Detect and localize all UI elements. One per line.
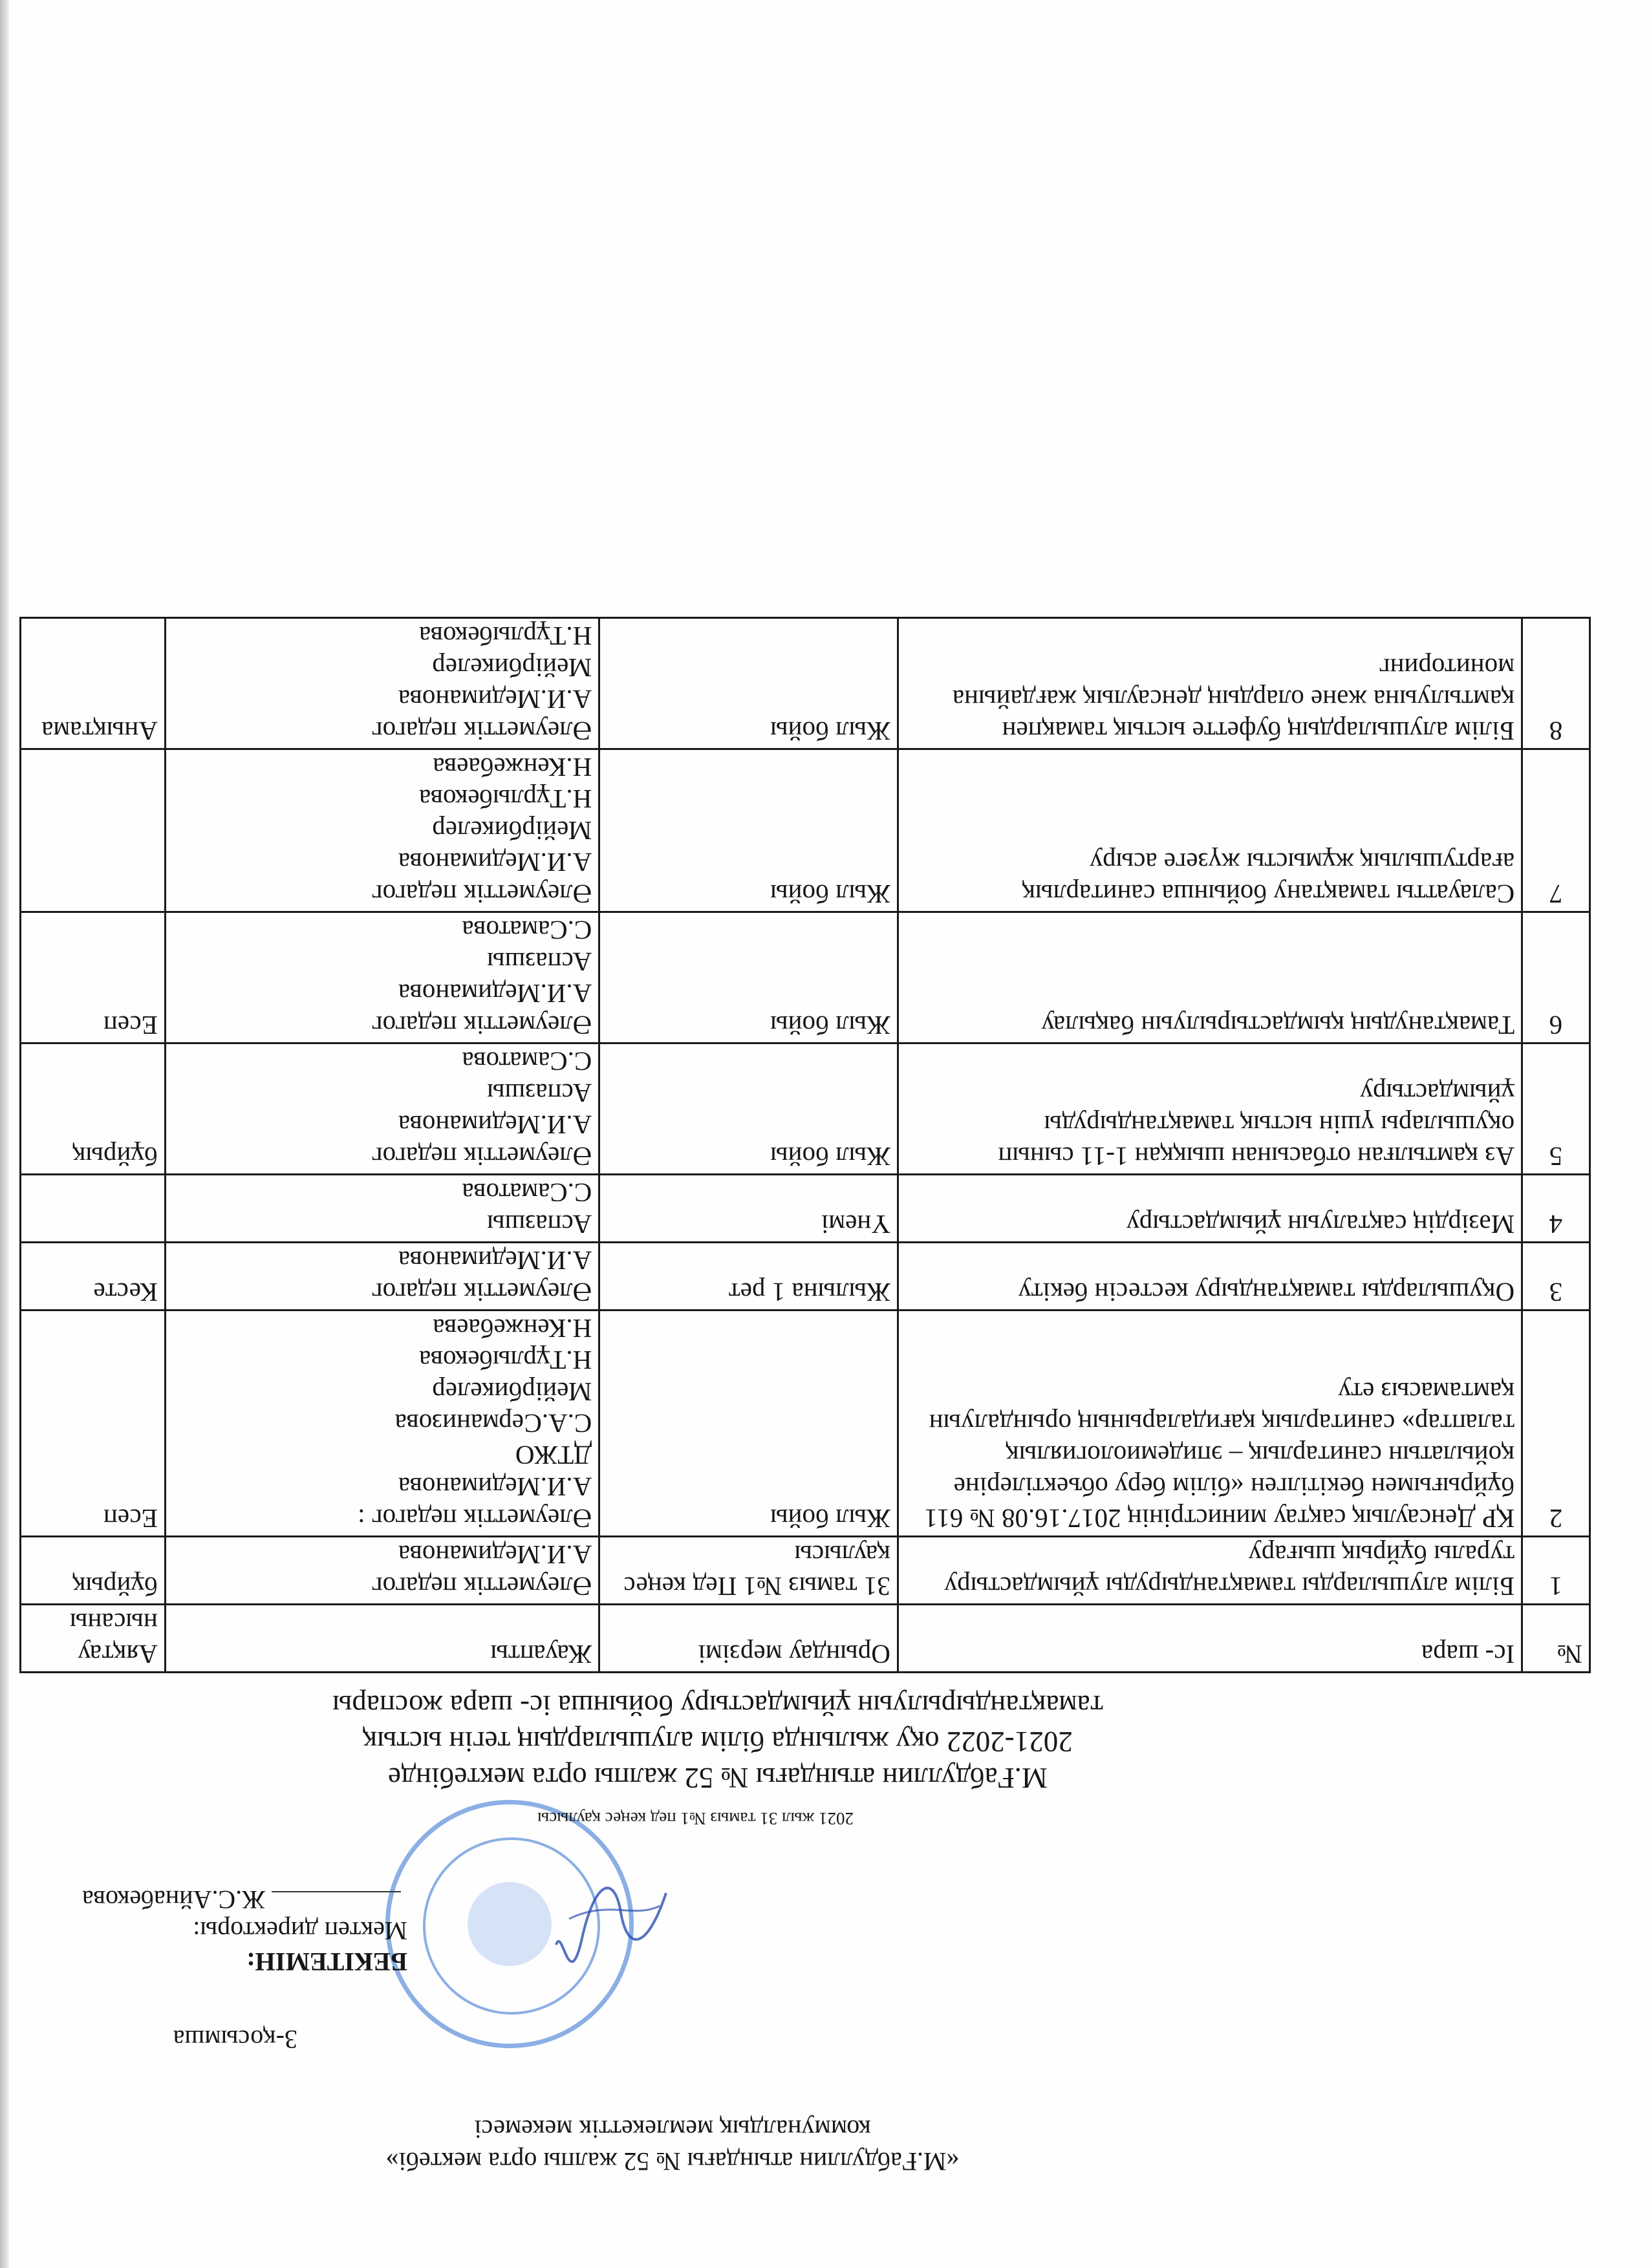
row-responsible: Әлеуметтік педагог А.И.Медиманова Мейірбикелер Н.Тұрлыбекова: [165, 618, 599, 749]
header-number: №: [1522, 1605, 1590, 1673]
row-form: [21, 1175, 166, 1243]
title-line-2: 2021-2022 оқу жылында білім алушылардың тегін ыстық: [363, 1726, 1073, 1758]
row-form: Есеп: [21, 1311, 166, 1537]
title-line-3: тамақтандырылуын ұйымдастыру бойынша іс- шара жоспары: [332, 1689, 1103, 1722]
row-responsible: Аспазшы С.Саматова: [165, 1175, 599, 1243]
row-deadline: Жылына 1 рет: [599, 1243, 898, 1311]
table-row: [21, 618, 1590, 749]
table-row: [21, 1537, 1590, 1605]
row-number: 7: [1522, 749, 1590, 912]
row-number: 5: [1522, 1043, 1590, 1175]
row-responsible: Әлеуметтік педагог А.И.Медиманова Мейірбикелер Н.Тұрлыбекова Н.Кенжебаева: [165, 749, 599, 912]
row-form: Анықтама: [21, 618, 166, 749]
row-form: Есеп: [21, 912, 166, 1043]
row-deadline: Жыл бойы: [599, 1043, 898, 1175]
row-deadline: Жыл бойы: [599, 749, 898, 912]
document-title: [32, 1687, 1403, 1796]
row-responsible: Әлеуметтік педагог А.И.Медиманова: [165, 1537, 599, 1605]
row-activity: Оқушыларды тамақтандыру кестесін бекіту: [898, 1243, 1522, 1311]
table-header-row: [21, 1605, 1590, 1673]
row-deadline: Жыл бойы: [599, 1311, 898, 1537]
signature: [550, 1867, 679, 1964]
row-number: 1: [1522, 1537, 1590, 1605]
header-activity: Іс- шара: [898, 1605, 1522, 1673]
table-row: [21, 1243, 1590, 1311]
header-completion-form: Аяқтау нысаны: [21, 1605, 166, 1673]
table-row: [21, 1311, 1590, 1537]
approval-position: Мектеп директоры:: [193, 1916, 407, 1945]
row-form: бұйрық: [21, 1537, 166, 1605]
row-deadline: Жыл бойы: [599, 912, 898, 1043]
title-line-1: М.Ғабдуллин атындағы № 52 жалпы орта мектебінде: [388, 1762, 1048, 1794]
approval-order: 2021 жыл 31 тамыз №1 пед кеңес қаулысы: [537, 1809, 854, 1828]
stamp-emblem-icon: [468, 1882, 552, 1966]
approval-block: [71, 1884, 407, 1977]
row-responsible: Әлеуметтік педагог А.И.Медиманова Аспазшы С.Саматова: [165, 912, 599, 1043]
row-responsible: Әлеуметтік педагог А.И.Медиманова Аспазшы С.Саматова: [165, 1043, 599, 1175]
header-line-1: «М.Ғабдуллин атындағы № 52 жалпы орта мектебі»: [385, 2147, 960, 2176]
row-activity: Білім алушылардың буфетте ыстық тамақпен қамтылуына және олардың денсаулық жағдайына мониторинг: [898, 618, 1522, 749]
approval-name: Ж.С.Айнабекова: [81, 1885, 265, 1914]
row-activity: Білім алушыларды тамақтандыруды ұйымдастыру туралы бұйрық шығару: [898, 1537, 1522, 1605]
row-deadline: Жыл бойы: [599, 618, 898, 749]
row-activity: Мәзірдің сақталуын ұйымдастыру: [898, 1175, 1522, 1243]
header-line-2: коммуналдық мемлекеттік мекемесі: [474, 2115, 871, 2144]
row-number: 4: [1522, 1175, 1590, 1243]
header-responsible: Жауапты: [165, 1605, 599, 1673]
row-form: бұйрық: [21, 1043, 166, 1175]
row-activity: Аз қамтылған отбасынан шыққан 1-11 сынып оқушылары үшін ыстық тамақтандыруды ұйымдастыру: [898, 1043, 1522, 1175]
row-number: 8: [1522, 618, 1590, 749]
table-row: [21, 912, 1590, 1043]
table-row: [21, 749, 1590, 912]
appendix-label: 3-қосымша: [173, 2025, 297, 2054]
activity-plan-table: [19, 617, 1591, 1673]
table-row: [21, 1043, 1590, 1175]
row-activity: Салауатты тамақтану бойынша санитарлық ағартушылық жұмысты жүзеге асыру: [898, 749, 1522, 912]
scan-edge-shadow: [0, 0, 9, 2268]
row-number: 2: [1522, 1311, 1590, 1537]
row-activity: ҚР Денсаулық сақтау министрінің 2017.16.08 № 611 бұйрығымен бекітілген «білім беру объектілеріне қойылатын санитарлық – эпидемиологиялық талаптар» санитарлық қағидаларының орындалуын қамтамасыз ету: [898, 1311, 1522, 1537]
approval-title: БЕКІТЕМІН:: [246, 1947, 407, 1976]
school-header: [58, 2113, 1287, 2177]
row-number: 3: [1522, 1243, 1590, 1311]
row-deadline: Үнемі: [599, 1175, 898, 1243]
row-form: [21, 749, 166, 912]
row-responsible: Әлеуметтік педагог А.И.Медиманова: [165, 1243, 599, 1311]
signature-line: [272, 1891, 401, 1892]
row-form: Кесте: [21, 1243, 166, 1311]
row-deadline: 31 тамыз №1 Пед кеңес қаулысы: [599, 1537, 898, 1605]
approval-name-row: [71, 1884, 407, 1915]
table-row: [21, 1175, 1590, 1243]
row-activity: Тамақтанудың қымдастырылуын бақылау: [898, 912, 1522, 1043]
row-responsible: Әлеуметтік педагог : А.И.Медиманова ДТЖО С.А.Серманизова Мейірбикелер Н.Тұрлыбекова Н.Кенжебаева: [165, 1311, 599, 1537]
row-number: 6: [1522, 912, 1590, 1043]
header-deadline: Орындау мерзімі: [599, 1605, 898, 1673]
